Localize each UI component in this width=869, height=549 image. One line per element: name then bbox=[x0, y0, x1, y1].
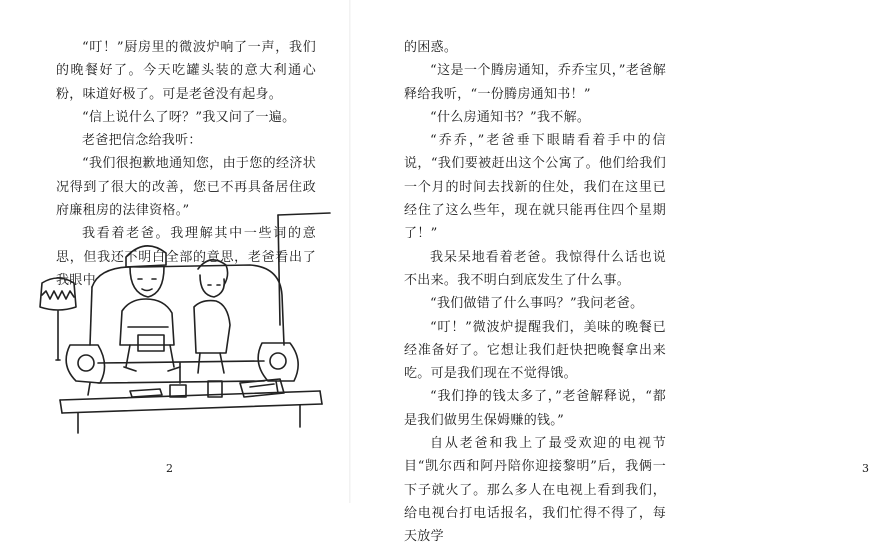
paragraph: 我看着老爸。我理解其中一些词的意思，但我还不明白全部的意思，老爸看出了我眼中 bbox=[56, 226, 316, 288]
right-page-text bbox=[404, 36, 666, 549]
paragraph: “信上说什么了呀？”我又问了一遍。 bbox=[82, 109, 296, 125]
paragraph: “乔乔，”老爸垂下眼睛看着手中的信说，“我们要被赶出这个公寓了。他们给我们一个月的时间去找新的住处，我们在这里已经住了这么些年，现在就只能再住四个星期了！” bbox=[404, 133, 666, 242]
paragraph: “叮！”微波炉提醒我们，美味的晚餐已经准备好了。它想让我们赶快把晚餐拿出来吃。可是我们现在不觉得饿。 bbox=[404, 319, 666, 382]
paragraph: “我们挣的钱太多了，”老爸解释说，“都是我们做男生保姆赚的钱。” bbox=[404, 389, 666, 428]
paragraph: 的困惑。 bbox=[404, 40, 458, 55]
paragraph: 老爸把信念给我听： bbox=[82, 133, 202, 149]
paragraph: “这是一个腾房通知，乔乔宝贝，”老爸解释给我听，“一份腾房通知书！” bbox=[404, 63, 666, 102]
paragraph: 我呆呆地看着老爸。我惊得什么话也说不出来。我不明白到底发生了什么事。 bbox=[404, 249, 666, 288]
paragraph: “我们做错了什么事吗？”我问老爸。 bbox=[430, 296, 644, 312]
left-page bbox=[0, 0, 350, 503]
couch-illustration bbox=[30, 195, 330, 450]
page-number-right: 3 bbox=[862, 462, 869, 475]
paragraph: “我们很抱歉地通知您，由于您的经济状况得到了很大的改善，您已不再具备居住政府廉租房的法律资格。” bbox=[56, 156, 316, 219]
paragraph: 自从老爸和我上了最受欢迎的电视节目“凯尔西和阿丹陪你迎接黎明”后，我俩一下子就火了。那么多人在电视上看到我们，给电视台打电话报名，我们忙得不得了，每天放学 bbox=[404, 436, 666, 545]
paragraph: “什么房通知书？”我不解。 bbox=[430, 109, 591, 125]
page-number-left: 2 bbox=[166, 462, 173, 475]
paragraph: “叮！”厨房里的微波炉响了一声，我们的晚餐好了。今天吃罐头装的意大利通心粉，味道好极了。可是老爸没有起身。 bbox=[56, 40, 316, 102]
